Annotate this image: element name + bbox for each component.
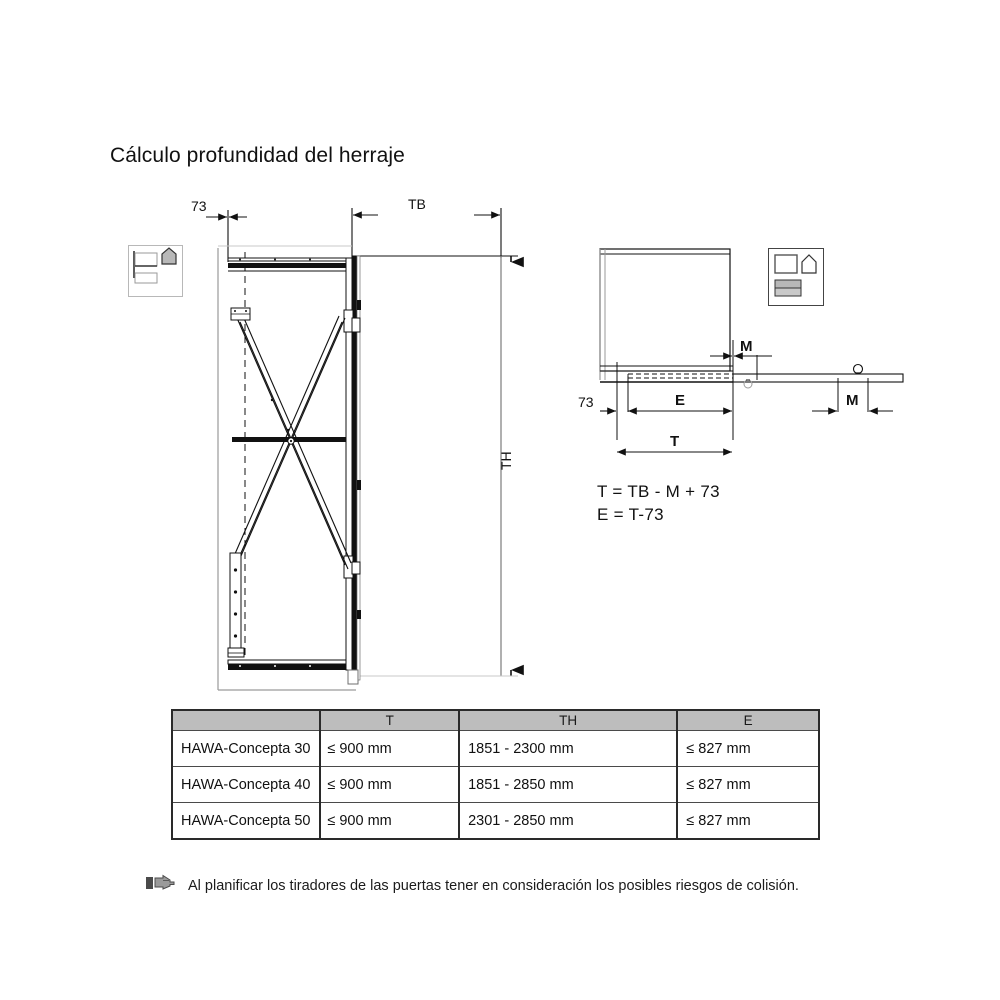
- cell-t-text: ≤ 900 mm: [327, 812, 392, 829]
- cell-model: [172, 767, 320, 803]
- dim-label-m-right: M: [846, 392, 859, 409]
- dim-label-73-left: 73: [191, 198, 207, 214]
- cell-th: [459, 767, 677, 803]
- cell-e-text: ≤ 827 mm: [686, 776, 751, 793]
- cell-model-text: HAWA-Concepta 40: [181, 776, 311, 793]
- note-row: [146, 874, 799, 897]
- cell-t: [320, 803, 459, 840]
- page-title: Cálculo profundidad del herraje: [110, 144, 405, 167]
- table-row: [172, 731, 819, 767]
- door-elevation-legend-icon: [128, 245, 183, 297]
- dim-label-e: E: [675, 392, 686, 409]
- cell-t-text: ≤ 900 mm: [327, 740, 392, 757]
- table-row: [172, 767, 819, 803]
- formula-block: [597, 480, 720, 526]
- dim-label-73-right: 73: [578, 394, 594, 410]
- cell-e: [677, 767, 819, 803]
- cell-model: [172, 731, 320, 767]
- table-row: [172, 803, 819, 840]
- cell-th-text: 2301 - 2850 mm: [468, 812, 574, 829]
- cell-t: [320, 731, 459, 767]
- cell-th: [459, 803, 677, 840]
- cell-e: [677, 731, 819, 767]
- cell-t-text: ≤ 900 mm: [327, 776, 392, 793]
- dim-label-t: T: [670, 433, 680, 450]
- formula-line-1: T = TB - M + 73: [597, 482, 720, 501]
- cell-t: [320, 767, 459, 803]
- cell-e-text: ≤ 827 mm: [686, 740, 751, 757]
- cell-model-text: HAWA-Concepta 50: [181, 812, 311, 829]
- table-header-e: E: [677, 710, 819, 731]
- table-header-th: TH: [459, 710, 677, 731]
- cell-model-text: HAWA-Concepta 30: [181, 740, 311, 757]
- cell-th-text: 1851 - 2300 mm: [468, 740, 574, 757]
- dim-label-tb: TB: [408, 196, 426, 212]
- pointing-hand-icon: [146, 874, 176, 897]
- table-header-model: [172, 710, 320, 731]
- dim-label-m-top: M: [740, 338, 753, 355]
- cell-e-text: ≤ 827 mm: [686, 812, 751, 829]
- dim-label-th: TH: [498, 451, 514, 470]
- cell-model: [172, 803, 320, 840]
- table-header-row: [172, 710, 819, 731]
- cell-th: [459, 731, 677, 767]
- cabinet-plan-legend-icon: [768, 248, 824, 306]
- cell-th-text: 1851 - 2850 mm: [468, 776, 574, 793]
- table-header-t: T: [320, 710, 459, 731]
- left-diagram-group: [206, 208, 518, 690]
- formula-line-2: E = T-73: [597, 505, 664, 524]
- specification-table: [171, 709, 820, 840]
- cell-e: [677, 803, 819, 840]
- note-text: Al planificar los tiradores de las puertas tener en consideración los posibles riesgos de colisión.: [188, 877, 799, 894]
